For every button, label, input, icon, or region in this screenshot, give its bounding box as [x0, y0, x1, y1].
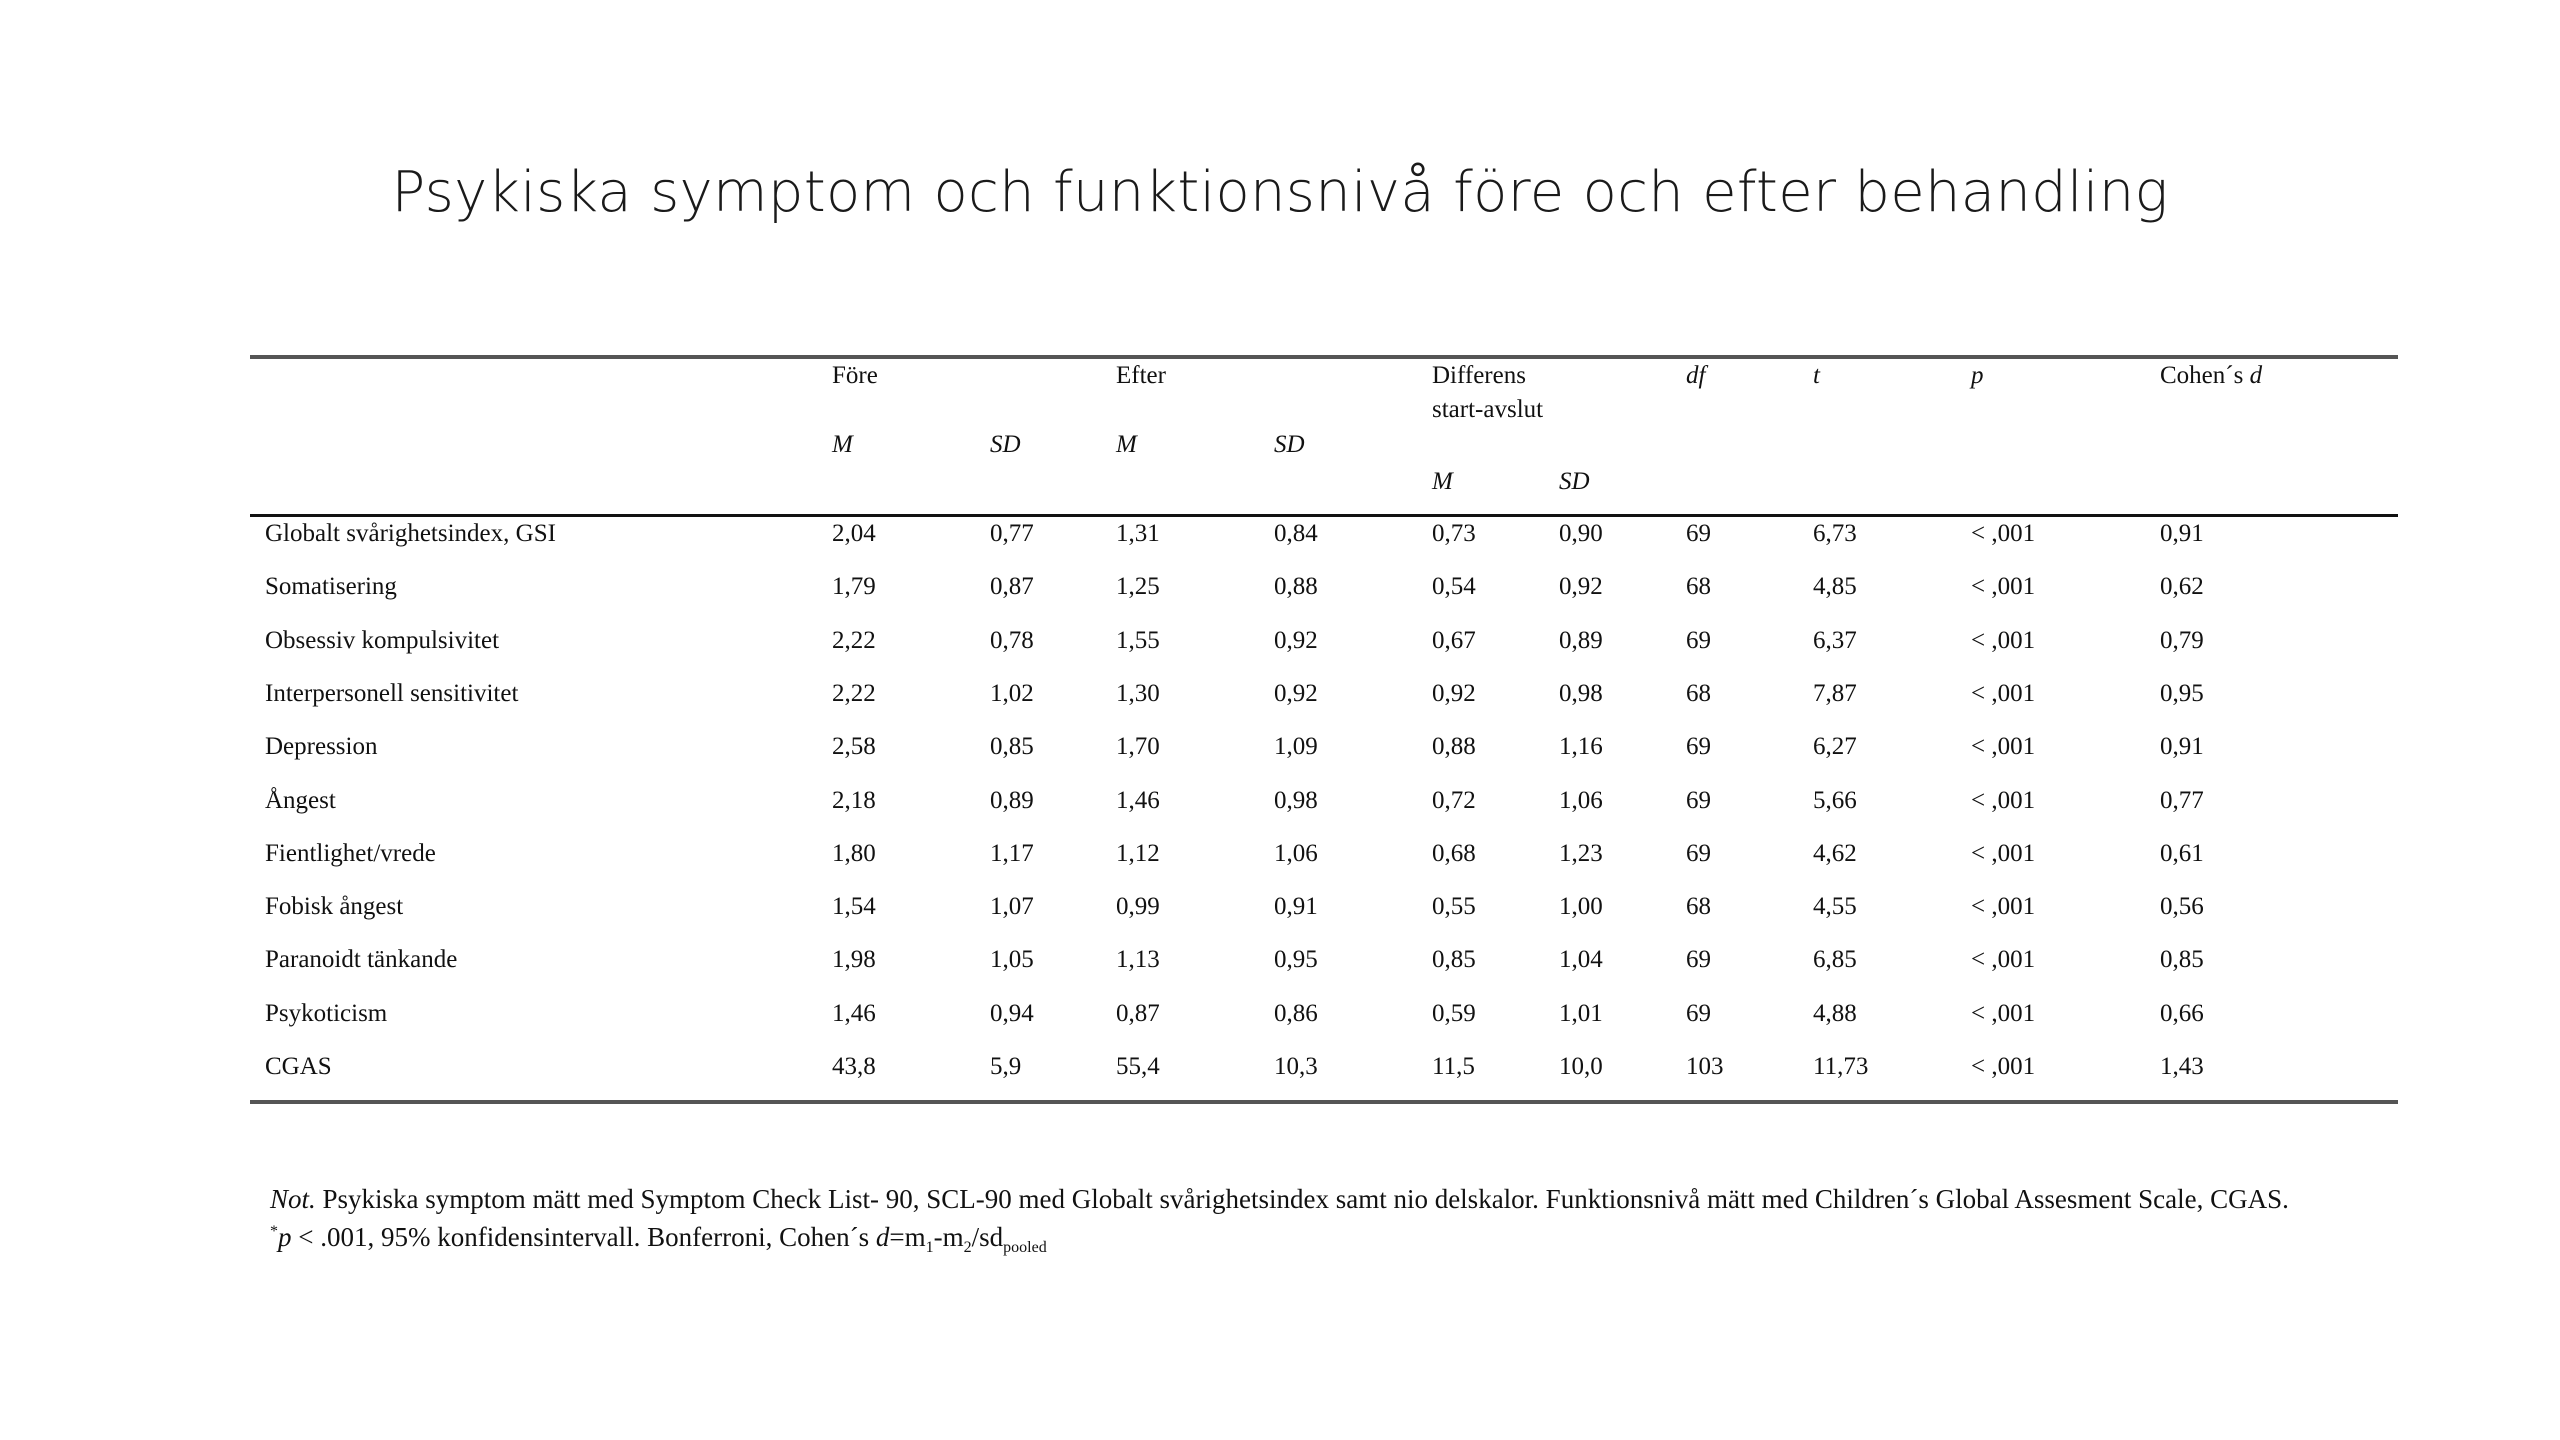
cell-efter-sd: 10,3 [1274, 1053, 1318, 1080]
cell-diff-sd: 1,04 [1559, 946, 1603, 973]
cell-p: < ,001 [1971, 520, 2036, 547]
row-label: Fobisk ångest [265, 893, 404, 920]
cell-p: < ,001 [1971, 1000, 2036, 1027]
header-t: t [1813, 362, 1820, 389]
header-cohens-d-symbol: d [2249, 362, 2263, 389]
cell-d: 0,66 [2160, 1000, 2204, 1027]
cell-diff-sd: 1,01 [1559, 1000, 1603, 1027]
cell-diff-m: 0,55 [1432, 893, 1476, 920]
cell-d: 0,79 [2160, 627, 2204, 654]
header-cohens-d [2160, 363, 2262, 388]
cell-t: 4,88 [1813, 1000, 1857, 1027]
header-efter: Efter [1116, 362, 1166, 389]
cell-t: 11,73 [1813, 1053, 1869, 1080]
cell-diff-m: 0,54 [1432, 573, 1476, 600]
note-formula-slash: /sd [971, 1222, 1004, 1252]
cell-fore-m: 1,54 [832, 893, 876, 920]
cell-t: 6,27 [1813, 733, 1857, 760]
cell-df: 68 [1686, 680, 1711, 707]
cell-df: 68 [1686, 573, 1711, 600]
note-not-label: Not. [270, 1184, 316, 1214]
cell-df: 69 [1686, 627, 1711, 654]
cell-diff-sd: 1,23 [1559, 840, 1603, 867]
cell-d: 1,43 [2160, 1053, 2204, 1080]
cell-efter-sd: 0,84 [1274, 520, 1318, 547]
header-efter-m: M [1116, 431, 1137, 458]
cell-efter-m: 55,4 [1116, 1053, 1160, 1080]
note-formula-eq: =m [889, 1222, 926, 1252]
cell-efter-sd: 0,88 [1274, 573, 1318, 600]
row-label: Fientlighet/vrede [265, 840, 436, 867]
cell-efter-sd: 0,98 [1274, 787, 1318, 814]
row-label: CGAS [265, 1053, 332, 1080]
cell-fore-sd: 0,85 [990, 733, 1034, 760]
cell-efter-m: 1,25 [1116, 573, 1160, 600]
cell-fore-m: 2,22 [832, 680, 876, 707]
header-diff-m: M [1432, 468, 1453, 495]
note-line-1-text: Psykiska symptom mätt med Symptom Check List- 90, SCL-90 med Globalt svårighetsindex samt nio delskalor. Funktionsnivå mätt med Children´s Global Assesment Scale, CGAS. [315, 1184, 2289, 1214]
cell-fore-m: 1,79 [832, 573, 876, 600]
cell-efter-sd: 0,86 [1274, 1000, 1318, 1027]
table-header-rule [250, 514, 2398, 517]
cell-df: 69 [1686, 946, 1711, 973]
cell-efter-m: 1,55 [1116, 627, 1160, 654]
cell-p: < ,001 [1971, 627, 2036, 654]
cell-t: 6,73 [1813, 520, 1857, 547]
row-label: Somatisering [265, 573, 397, 600]
cell-t: 4,55 [1813, 893, 1857, 920]
cell-diff-m: 0,73 [1432, 520, 1476, 547]
cell-t: 5,66 [1813, 787, 1857, 814]
cell-diff-sd: 10,0 [1559, 1053, 1603, 1080]
cell-diff-m: 0,59 [1432, 1000, 1476, 1027]
cell-df: 69 [1686, 733, 1711, 760]
cell-fore-sd: 1,02 [990, 680, 1034, 707]
cell-efter-m: 0,87 [1116, 1000, 1160, 1027]
cell-fore-m: 1,80 [832, 840, 876, 867]
cell-p: < ,001 [1971, 573, 2036, 600]
header-differens-sub: start-avslut [1432, 396, 1544, 423]
row-label: Obsessiv kompulsivitet [265, 627, 500, 654]
cell-fore-m: 1,46 [832, 1000, 876, 1027]
header-fore-sd: SD [990, 431, 1021, 458]
cell-t: 4,62 [1813, 840, 1857, 867]
cell-diff-sd: 0,98 [1559, 680, 1603, 707]
cell-diff-m: 0,92 [1432, 680, 1476, 707]
cell-d: 0,95 [2160, 680, 2204, 707]
cell-fore-m: 2,04 [832, 520, 876, 547]
cell-efter-sd: 1,06 [1274, 840, 1318, 867]
cell-efter-sd: 0,91 [1274, 893, 1318, 920]
cell-t: 6,85 [1813, 946, 1857, 973]
cell-d: 0,85 [2160, 946, 2204, 973]
note-sub-2: 2 [963, 1239, 972, 1256]
cell-diff-sd: 0,89 [1559, 627, 1603, 654]
cell-diff-m: 0,72 [1432, 787, 1476, 814]
cell-diff-m: 0,68 [1432, 840, 1476, 867]
cell-p: < ,001 [1971, 893, 2036, 920]
note-sub-1: 1 [925, 1239, 934, 1256]
cell-df: 69 [1686, 1000, 1711, 1027]
row-label: Depression [265, 733, 378, 760]
cell-fore-sd: 1,17 [990, 840, 1034, 867]
note-line-1 [270, 1180, 2289, 1218]
cell-fore-m: 1,98 [832, 946, 876, 973]
cell-efter-m: 1,13 [1116, 946, 1160, 973]
cell-d: 0,61 [2160, 840, 2204, 867]
cell-d: 0,91 [2160, 733, 2204, 760]
note-d-label: d [875, 1222, 890, 1252]
cell-fore-sd: 0,78 [990, 627, 1034, 654]
cell-fore-m: 2,58 [832, 733, 876, 760]
cell-df: 69 [1686, 787, 1711, 814]
cell-efter-sd: 1,09 [1274, 733, 1318, 760]
row-label: Psykoticism [265, 1000, 388, 1027]
cell-fore-sd: 0,87 [990, 573, 1034, 600]
cell-p: < ,001 [1971, 946, 2036, 973]
cell-diff-m: 0,67 [1432, 627, 1476, 654]
row-label: Paranoidt tänkande [265, 946, 458, 973]
cell-diff-m: 0,88 [1432, 733, 1476, 760]
cell-fore-sd: 1,07 [990, 893, 1034, 920]
note-star: * [270, 1223, 278, 1240]
header-diff-sd: SD [1559, 468, 1590, 495]
cell-t: 7,87 [1813, 680, 1857, 707]
cell-d: 0,91 [2160, 520, 2204, 547]
note-formula-minus: -m [933, 1222, 964, 1252]
header-fore: Före [832, 362, 878, 389]
cell-fore-sd: 0,94 [990, 1000, 1034, 1027]
cell-df: 69 [1686, 840, 1711, 867]
cell-p: < ,001 [1971, 733, 2036, 760]
cell-p: < ,001 [1971, 840, 2036, 867]
cell-df: 103 [1686, 1053, 1724, 1080]
row-label: Globalt svårighetsindex, GSI [265, 520, 556, 547]
cell-diff-m: 0,85 [1432, 946, 1476, 973]
cell-t: 6,37 [1813, 627, 1857, 654]
cell-d: 0,62 [2160, 573, 2204, 600]
cell-efter-sd: 0,92 [1274, 627, 1318, 654]
cell-fore-m: 43,8 [832, 1053, 876, 1080]
cell-diff-sd: 1,00 [1559, 893, 1603, 920]
cell-efter-m: 1,12 [1116, 840, 1160, 867]
table-bottom-rule [250, 1100, 2398, 1104]
note-line-2-text: < .001, 95% konfidensintervall. Bonferroni, Cohen´s [291, 1222, 876, 1252]
cell-fore-sd: 5,9 [990, 1053, 1022, 1080]
cell-efter-sd: 0,95 [1274, 946, 1318, 973]
cell-fore-m: 2,18 [832, 787, 876, 814]
row-label: Interpersonell sensitivitet [265, 680, 519, 707]
cell-diff-sd: 0,90 [1559, 520, 1603, 547]
cell-t: 4,85 [1813, 573, 1857, 600]
cell-diff-sd: 1,16 [1559, 733, 1603, 760]
cell-efter-sd: 0,92 [1274, 680, 1318, 707]
cell-diff-sd: 0,92 [1559, 573, 1603, 600]
cell-efter-m: 1,30 [1116, 680, 1160, 707]
cell-p: < ,001 [1971, 680, 2036, 707]
table-note [270, 1180, 2289, 1256]
note-sub-pooled: pooled [1003, 1239, 1047, 1256]
header-efter-sd: SD [1274, 431, 1305, 458]
cell-d: 0,56 [2160, 893, 2204, 920]
cell-p: < ,001 [1971, 787, 2036, 814]
cell-fore-sd: 0,89 [990, 787, 1034, 814]
cell-d: 0,77 [2160, 787, 2204, 814]
cell-efter-m: 0,99 [1116, 893, 1160, 920]
header-p: p [1971, 362, 1984, 389]
cell-fore-sd: 1,05 [990, 946, 1034, 973]
header-cohens-label: Cohen´s [2160, 362, 2244, 389]
note-line-2 [270, 1218, 2289, 1256]
cell-fore-m: 2,22 [832, 627, 876, 654]
cell-df: 68 [1686, 893, 1711, 920]
cell-diff-sd: 1,06 [1559, 787, 1603, 814]
cell-diff-m: 11,5 [1432, 1053, 1475, 1080]
note-p-label: p [278, 1222, 292, 1252]
header-differens: Differens [1432, 362, 1526, 389]
cell-efter-m: 1,46 [1116, 787, 1160, 814]
header-fore-m: M [832, 431, 853, 458]
cell-efter-m: 1,70 [1116, 733, 1160, 760]
table-top-rule [250, 355, 2398, 359]
cell-fore-sd: 0,77 [990, 520, 1034, 547]
header-df: df [1686, 362, 1706, 389]
slide-title: Psykiska symptom och funktionsnivå före och efter behandling [391, 160, 2169, 225]
cell-p: < ,001 [1971, 1053, 2036, 1080]
cell-df: 69 [1686, 520, 1711, 547]
row-label: Ångest [265, 787, 336, 814]
cell-efter-m: 1,31 [1116, 520, 1160, 547]
